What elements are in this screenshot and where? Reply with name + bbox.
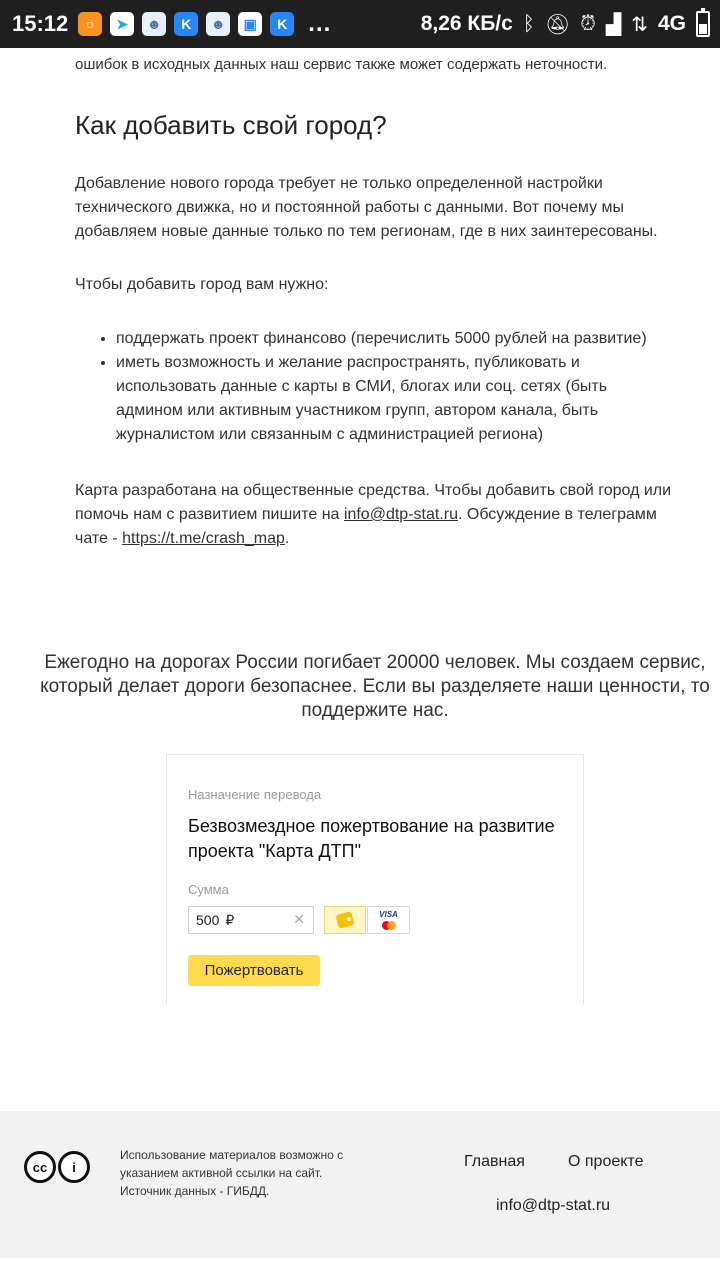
k-icon: K — [174, 12, 198, 36]
notification-icons — [78, 12, 331, 36]
mission-statement: Ежегодно на дорогах России погибает 20000 человек. Мы создаем сервис, который делает дороги безопаснее. Если вы разделяете наши ценности, то поддержите нас. — [40, 652, 710, 721]
card-pay-option[interactable] — [367, 906, 410, 934]
network-type: 4G — [657, 12, 686, 35]
bluetooth-icon: ᛒ — [522, 12, 535, 35]
chat-icon: ☻ — [142, 12, 166, 36]
data-arrows-icon: ⇅ — [631, 13, 648, 36]
net-speed: 8,26 КБ/с — [420, 12, 513, 35]
yoomoney-pay-option[interactable] — [324, 906, 366, 934]
footer-home-link[interactable]: Главная — [464, 1153, 525, 1170]
creative-commons-logo — [24, 1151, 90, 1183]
contact-paragraph — [75, 479, 675, 551]
mute-bell-icon: 🔕︎ — [544, 13, 571, 36]
amount-input[interactable] — [188, 906, 314, 934]
footer — [0, 1111, 720, 1258]
currency-symbol: ₽ — [225, 911, 235, 928]
footer-about-link[interactable]: О проекте — [568, 1153, 644, 1170]
email-link[interactable]: info@dtp-stat.ru — [343, 506, 458, 523]
contact-text: . — [284, 530, 290, 547]
amount-label: Сумма — [188, 882, 229, 897]
amount-value: 500 — [196, 912, 220, 928]
requirements-intro: Чтобы добавить город вам нужно: — [75, 276, 329, 293]
more-notifications: ... — [308, 10, 332, 37]
cc-icon: cc — [24, 1151, 56, 1183]
gallery-icon: ▣ — [238, 12, 262, 36]
alarm-icon: ⏰︎ — [580, 12, 596, 35]
attribution-icon: i — [58, 1151, 90, 1183]
clear-icon[interactable]: ✕ — [293, 911, 305, 927]
intro-paragraph: Добавление нового города требует не только определенной настройки технического движка, но и постоянной работы с данными. Вот почему мы добавляем новые данные только по тем регионам, где в них заинтересованы. — [75, 175, 658, 240]
purpose-label: Назначение перевода — [188, 787, 322, 802]
license-note-line: Источник данных - ГИБДД. — [120, 1184, 270, 1198]
list-item: • поддержать проект финансово (перечислить 5000 рублей на развитие) — [116, 327, 676, 351]
wallet-icon — [335, 911, 354, 929]
chat-icon: ☻ — [206, 12, 230, 36]
license-note-line: Использование материалов возможно с — [120, 1148, 344, 1162]
partial-text-line: ошибок в исходных данных наш сервис также может содержать неточности. — [75, 56, 608, 73]
k-icon: K — [270, 12, 294, 36]
contact-text: Карта разработана на общественные средства. Чтобы добавить свой город или помочь нам с развитием пишите на — [75, 482, 672, 523]
contact-text: . Обсуждение в телеграмм чате - — [75, 506, 657, 547]
license-note — [120, 1146, 380, 1200]
ok-icon: ○ — [78, 12, 102, 36]
status-time: 15:12 — [12, 11, 69, 36]
visa-logo: VISA — [379, 910, 398, 919]
purpose-text: Безвозмездное пожертвование на развитие проекта "Карта ДТП" — [188, 816, 555, 861]
signal-icon: ▟ — [605, 13, 622, 36]
telegram-link[interactable]: https://t.me/crash_map — [122, 530, 285, 547]
telegram-icon: ➤ — [110, 12, 134, 36]
footer-email-link[interactable]: info@dtp-stat.ru — [496, 1197, 611, 1214]
list-item: • иметь возможность и желание распространять, публиковать и использовать данные с карты в СМИ, блогах или соц. сетях (быть админом или активным участником групп, автором канала, быть журналистом или связанным с администрацией региона) — [116, 351, 676, 447]
donate-button[interactable]: Пожертвовать — [188, 955, 320, 986]
mastercard-icon — [382, 921, 396, 930]
requirements-list — [116, 327, 676, 447]
battery-icon — [696, 11, 710, 37]
donation-widget — [166, 754, 584, 1004]
status-bar — [0, 0, 720, 48]
license-note-line: указанием активной ссылки на сайт. — [120, 1166, 323, 1180]
section-heading: Как добавить свой город? — [75, 110, 387, 140]
